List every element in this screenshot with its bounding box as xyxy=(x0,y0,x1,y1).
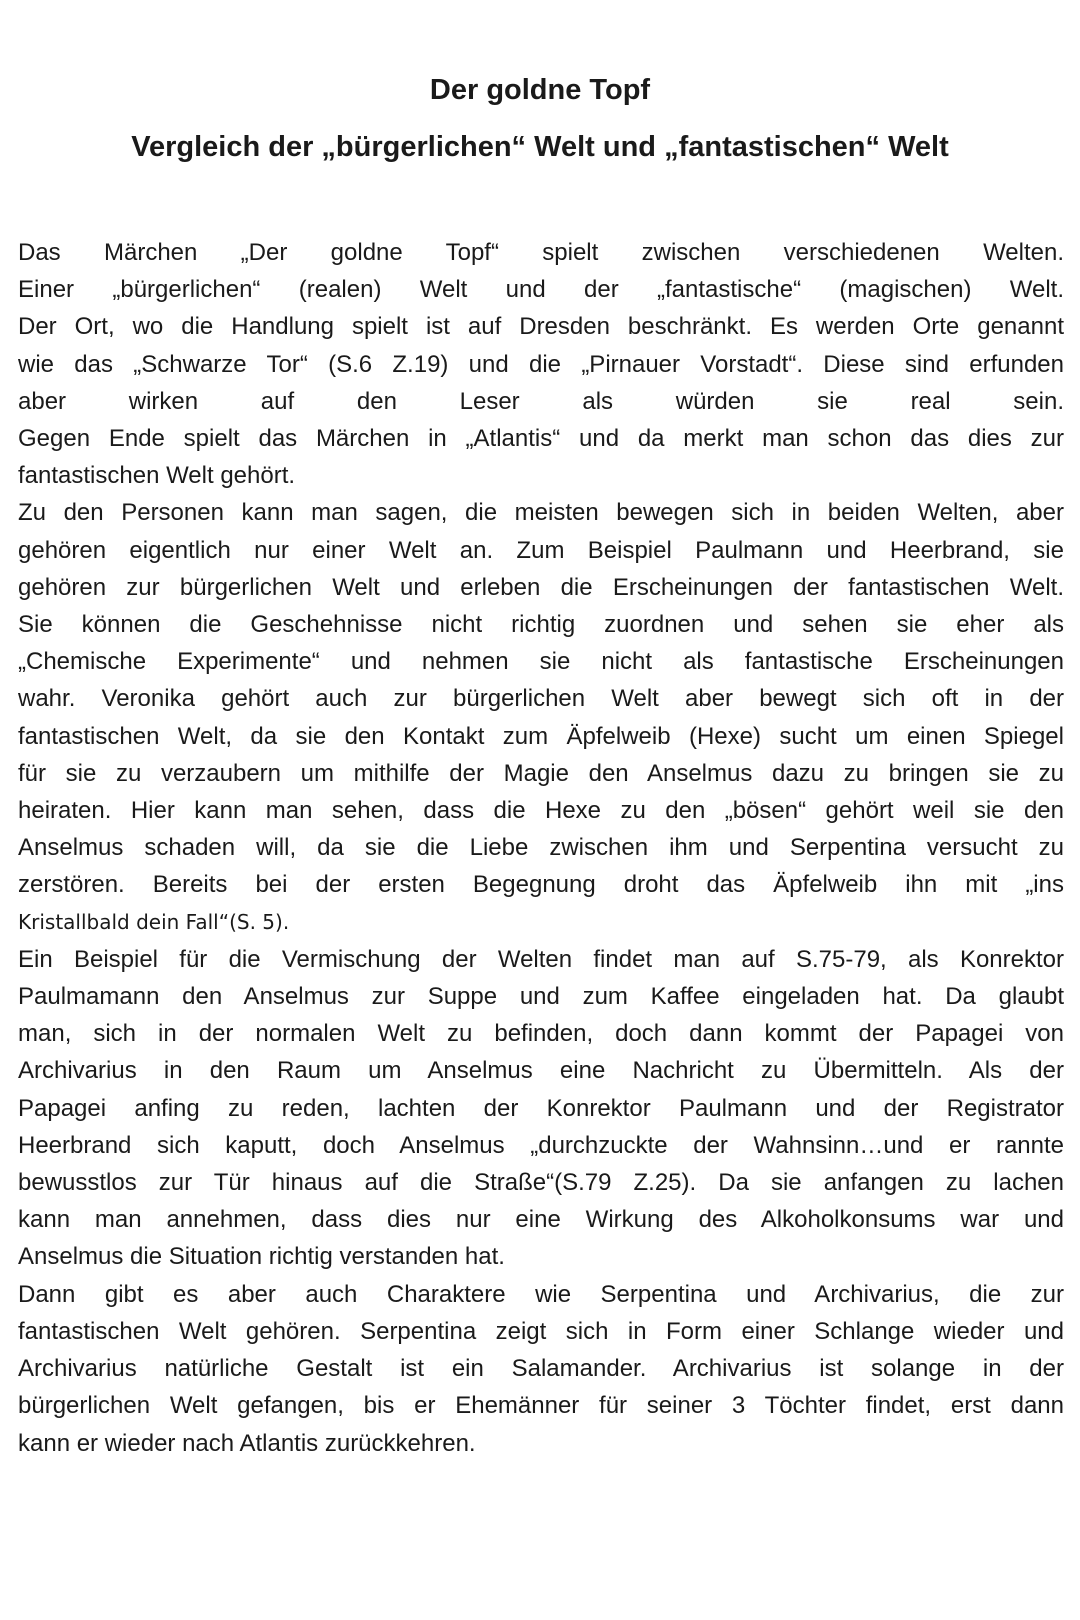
text-line: fantastischen Welt gehören. Serpentina zeigt sich in Form einer Schlange wieder und xyxy=(18,1317,1064,1345)
document-title: Der goldne Topf xyxy=(429,74,651,106)
text-line: Ein Beispiel für die Vermischung der Welten findet man auf S.75-79, als Konrektor xyxy=(18,945,1064,973)
text-line: Das Märchen „Der goldne Topf“ spielt zwischen verschiedenen Welten. xyxy=(18,239,1064,266)
text-line: Der Ort, wo die Handlung spielt ist auf Dresden beschränkt. Es werden Orte genannt xyxy=(18,313,1064,341)
text-line: „Chemische Experimente“ und nehmen sie nicht als fantastische Erscheinungen xyxy=(18,648,1064,676)
text-line: Paulmamann den Anselmus zur Suppe und zum Kaffee eingeladen hat. Da glaubt xyxy=(18,983,1064,1011)
text-line: Dann gibt es aber auch Charaktere wie Serpentina und Archivarius, die zur xyxy=(18,1280,1064,1308)
text-line: fantastischen Welt, da sie den Kontakt zum Äpfelweib (Hexe) sucht um einen Spiegel xyxy=(18,722,1064,750)
text-line: gehören zur bürgerlichen Welt und erleben die Erscheinungen der fantastischen Welt. xyxy=(18,573,1064,601)
paragraph xyxy=(18,1276,1064,1462)
text-line: bürgerlichen Welt gefangen, bis er Ehemänner für seiner 3 Töchter findet, erst dann xyxy=(18,1392,1064,1420)
paragraph xyxy=(18,234,1064,494)
text-line: man, sich in der normalen Welt zu befinden, doch dann kommt der Papagei von xyxy=(18,1020,1064,1048)
document-body xyxy=(18,234,1064,1462)
text-line: wahr. Veronika gehört auch zur bürgerlichen Welt aber bewegt sich oft in der xyxy=(18,685,1064,713)
text-line: für sie zu verzaubern um mithilfe der Magie den Anselmus dazu zu bringen sie zu xyxy=(18,759,1064,787)
text-line: Zu den Personen kann man sagen, die meisten bewegen sich in beiden Welten, aber xyxy=(18,499,1064,527)
text-line: Archivarius natürliche Gestalt ist ein Salamander. Archivarius ist solange in der xyxy=(18,1355,1064,1383)
text-line: Archivarius in den Raum um Anselmus eine Nachricht zu Übermitteln. Als der xyxy=(18,1057,1064,1085)
text-line: Gegen Ende spielt das Märchen in „Atlantis“ und da merkt man schon das dies zur xyxy=(18,425,1064,453)
text-line: Heerbrand sich kaputt, doch Anselmus „durchzuckte der Wahnsinn…und er rannte xyxy=(18,1131,1064,1159)
text-line: heiraten. Hier kann man sehen, dass die Hexe zu den „bösen“ gehört weil sie den xyxy=(18,797,1064,825)
paragraph xyxy=(18,941,1064,1276)
document-subtitle: Vergleich der „bürgerlichen“ Welt und „fantastischen“ Welt xyxy=(131,131,949,163)
text-line: zerstören. Bereits bei der ersten Begegnung droht das Äpfelweib ihn mit „ins xyxy=(18,871,1064,899)
text-line: gehören eigentlich nur einer Welt an. Zum Beispiel Paulmann und Heerbrand, sie xyxy=(18,536,1064,564)
paragraph xyxy=(18,494,1064,940)
text-line: Anselmus die Situation richtig verstanden hat. xyxy=(18,1243,505,1271)
text-line: Kristallbald dein Fall“(S. 5). xyxy=(18,909,290,934)
text-line: aber wirken auf den Leser als würden sie real sein. xyxy=(18,387,1064,415)
text-line: kann man annehmen, dass dies nur eine Wirkung des Alkoholkonsums war und xyxy=(18,1206,1064,1234)
text-line: wie das „Schwarze Tor“ (S.6 Z.19) und die „Pirnauer Vorstadt“. Diese sind erfunden xyxy=(18,350,1064,378)
text-line: Sie können die Geschehnisse nicht richtig zuordnen und sehen sie eher als xyxy=(18,611,1064,639)
text-line: fantastischen Welt gehört. xyxy=(18,462,296,490)
text-line: kann er wieder nach Atlantis zurückkehren. xyxy=(18,1429,476,1457)
text-line: Papagei anfing zu reden, lachten der Konrektor Paulmann und der Registrator xyxy=(18,1094,1064,1122)
text-line: Anselmus schaden will, da sie die Liebe zwischen ihm und Serpentina versucht zu xyxy=(18,834,1064,862)
text-line: Einer „bürgerlichen“ (realen) Welt und der „fantastische“ (magischen) Welt. xyxy=(18,276,1064,304)
text-line: bewusstlos zur Tür hinaus auf die Straße“(S.79 Z.25). Da sie anfangen zu lachen xyxy=(18,1169,1064,1197)
